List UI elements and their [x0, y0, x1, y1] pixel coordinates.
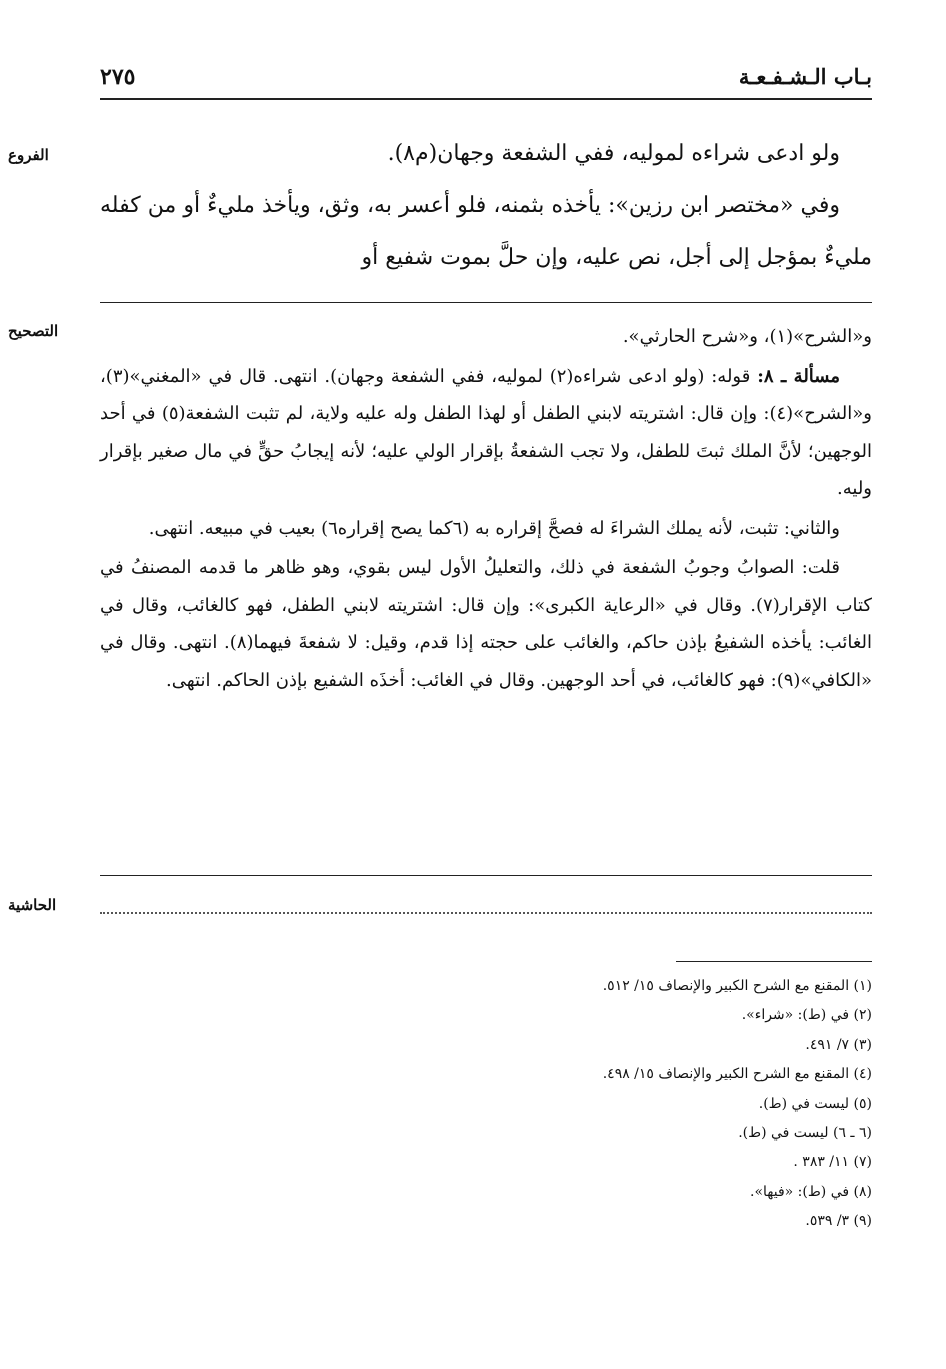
tashih-section [100, 318, 872, 699]
furu-section [100, 128, 872, 284]
footnote-item: (٦ ـ ٦) ليست في (ط). [738, 1125, 872, 1142]
tashih-paragraph-1: و«الشرح»(١)، و«شرح الحارثي». [622, 326, 872, 347]
page-number: ٢٧٥ [100, 64, 136, 90]
footnote-item: (٨) في (ط): «فيها». [750, 1183, 872, 1200]
tashih-paragraph-2 [100, 358, 872, 508]
tashih-divider [100, 875, 872, 876]
label-hashiya: الحاشية [8, 896, 57, 914]
footnote-item: (٣) ٧/ ٤٩١. [805, 1036, 872, 1053]
furu-line-1: ولو ادعى شراءه لموليه، ففي الشفعة وجهان(م٨). [387, 141, 840, 166]
tashih-paragraph-3: والثاني: تثبت، لأنه يملك الشراءَ له فصحَّ إقراره به (٦كما يصح إقراره٦) بعيب في مبيعه. انتهى. [148, 517, 840, 539]
footnote-item: (٢) في (ط): «شراء». [741, 1007, 872, 1024]
masala-label: مسألة ـ ٨: [757, 365, 840, 387]
furu-divider [100, 302, 872, 303]
footnotes [300, 972, 872, 1237]
footnote-item: (٧) ١١/ ٣٨٣ . [793, 1154, 872, 1171]
footnote-item: (٩) ٣/ ٥٣٩. [805, 1213, 872, 1230]
footnote-rule [676, 961, 872, 962]
page-header [100, 64, 872, 98]
label-tashih: التصحيح [8, 322, 59, 340]
header-rule [100, 98, 872, 100]
footnote-item: (١) المقنع مع الشرح الكبير والإنصاف ١٥/ ٥١٢. [602, 978, 872, 994]
tashih-paragraph-4: قلت: الصوابُ وجوبُ الشفعة في ذلك، والتعليلُ الأول ليس بقوي، وهو ظاهر ما قدمه المصنفُ في كتاب الإقرار(٧). وقال في «الرعاية الكبرى»: وإن قال: اشتريته لابني الطفل، فهو كالغائب، وقال في الغائب: يأخذه الشفيعُ بإذن حاكم، والغائب على حجته إذا قدم، وقيل: لا شفعةَ فيهما(٨). انتهى. وقال في «الكافي»(٩): فهو كالغائب، في أحد الوجهين. وقال في الغائب: أخذَه الشفيع بإذن الحاكم. انتهى. [100, 557, 873, 691]
hashiya-dotted-line [100, 912, 872, 914]
footnote-item: (٤) المقنع مع الشرح الكبير والإنصاف ١٥/ ٤٩٨. [602, 1066, 872, 1083]
footnote-item: (٥) ليست في (ط). [758, 1095, 872, 1112]
label-furu: الفروع [8, 146, 49, 164]
chapter-title: بـاب الـشـفـعـة [738, 64, 872, 89]
furu-paragraph-2: وفي «مختصر ابن رزين»: يأخذه بثمنه، فلو أعسر به، وثق، ويأخذ مليءٌ أو من كفله مليءٌ بمؤجل إلى أجل، نص عليه، وإن حلَّ بموت شفيع أو [100, 193, 872, 270]
masala-text: قوله: (ولو ادعى شراءه(٢) لموليه، ففي الشفعة وجهان). انتهى. قال في «المغني»(٣)، و«الشرح»(٤): وإن قال: اشتريته لابني الطفل أو لهذا الطفل وله عليه ولاية، لم تثبت الشفعة(٥) في أحد الوجهين؛ لأنَّ الملك ثبتَ للطفل، ولا تجب الشفعةُ بإقرار الولي عليه؛ لأنه إيجابُ حقٍّ في مال صغير بإقرار وليه. [100, 365, 872, 499]
